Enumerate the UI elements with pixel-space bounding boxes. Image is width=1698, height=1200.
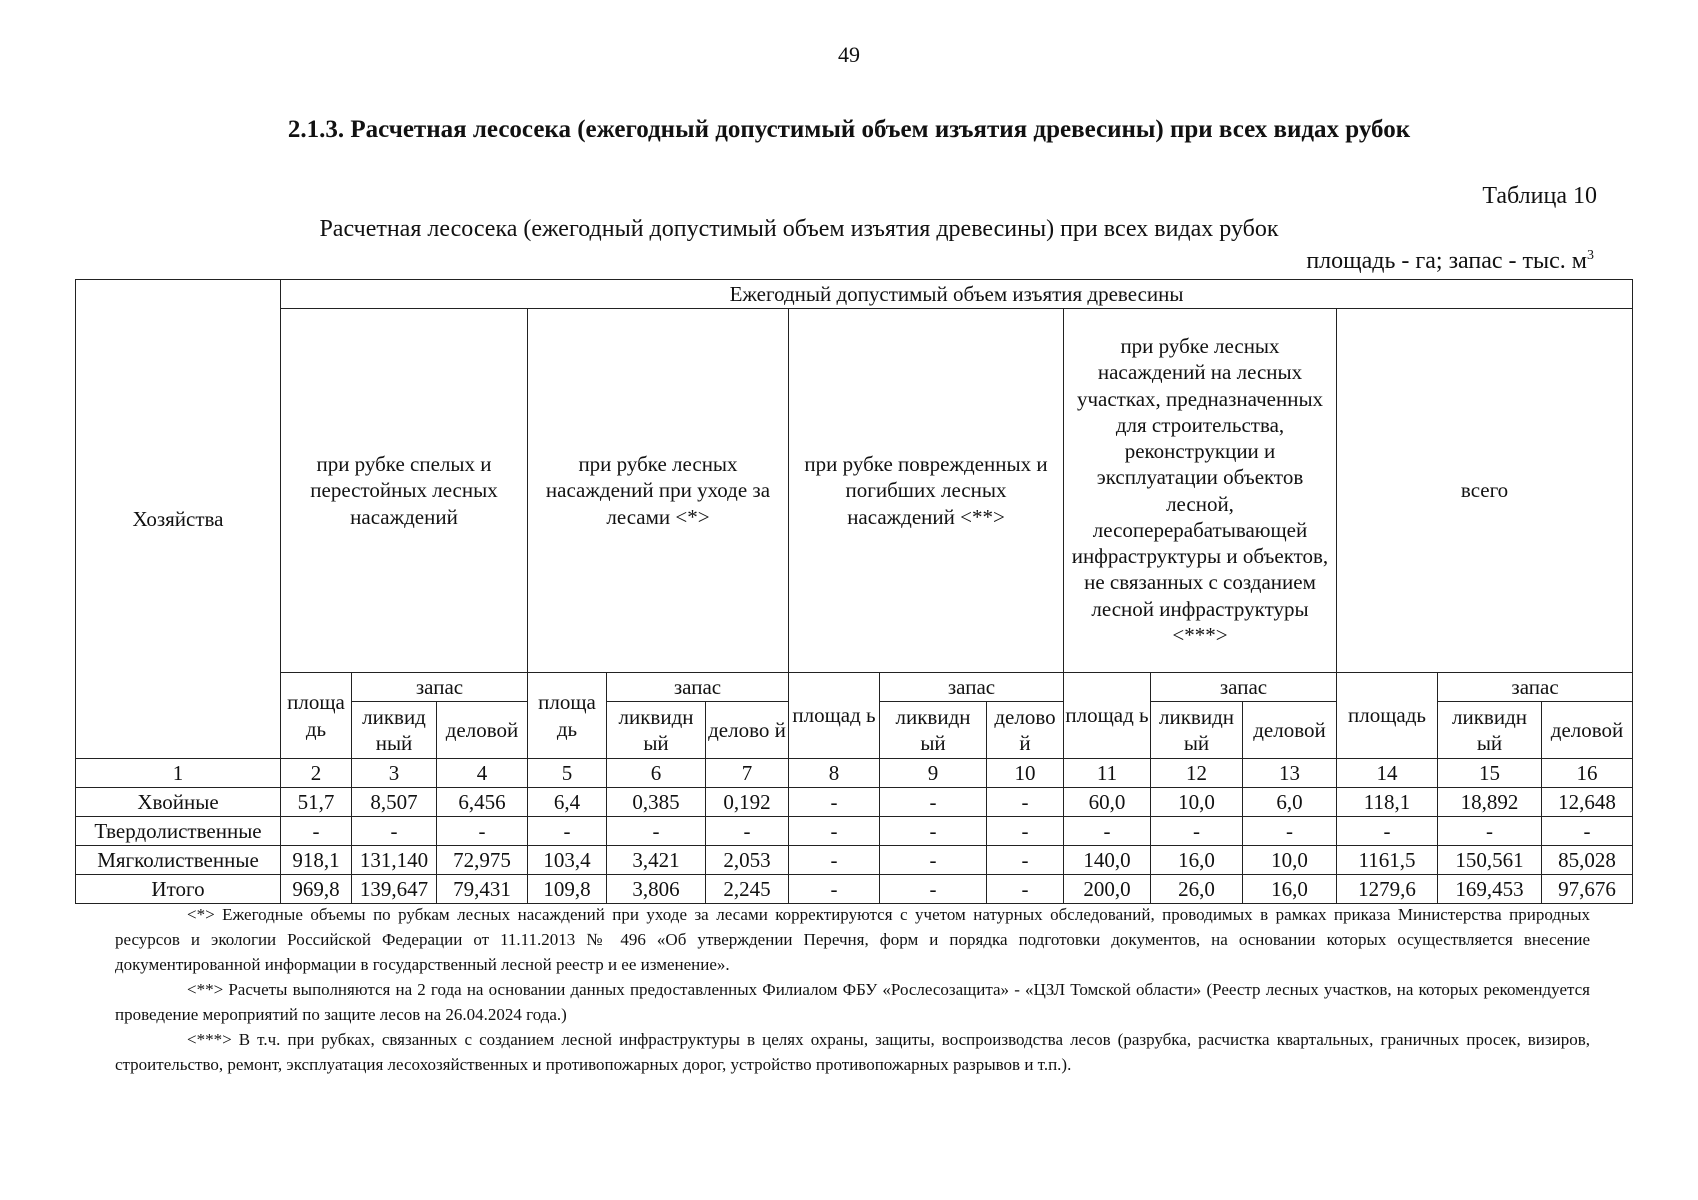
table-cell: 72,975 (437, 846, 528, 875)
table-cell: 18,892 (1438, 788, 1542, 817)
table-cell: 0,192 (706, 788, 789, 817)
table-row (76, 817, 1633, 846)
table-cell: - (789, 788, 880, 817)
table-cell: - (789, 817, 880, 846)
header-group-construction: при рубке лесных насаждений на лесных участках, предназначенных для строительства, реконструкции и эксплуатации объектов лесной, лесоперерабатывающей инфраструктуры и объектов, не связанных с созданием лесной инфраструктуры <***> (1064, 309, 1337, 673)
table-cell: 2,245 (706, 875, 789, 904)
table-cell: 169,453 (1438, 875, 1542, 904)
header-liquid: ликвидн ый (1151, 702, 1243, 759)
column-number: 3 (352, 759, 437, 788)
column-number: 6 (607, 759, 706, 788)
table-cell: - (706, 817, 789, 846)
table-cell: 26,0 (1151, 875, 1243, 904)
table-cell: - (1064, 817, 1151, 846)
column-number: 2 (281, 759, 352, 788)
table-cell: - (880, 817, 987, 846)
header-liquid: ликвидн ый (880, 702, 987, 759)
table-cell: 1279,6 (1337, 875, 1438, 904)
table-row (76, 875, 1633, 904)
column-number: 5 (528, 759, 607, 788)
header-stock: запас (352, 673, 528, 702)
table-cell: 109,8 (528, 875, 607, 904)
table-cell: 51,7 (281, 788, 352, 817)
units-text: площадь - га; запас - тыс. м (1306, 248, 1587, 274)
units-note (1306, 248, 1594, 275)
table-cell: 103,4 (528, 846, 607, 875)
table-cell: 10,0 (1243, 846, 1337, 875)
table-cell: 10,0 (1151, 788, 1243, 817)
table-cell: 969,8 (281, 875, 352, 904)
column-number: 16 (1542, 759, 1633, 788)
table-row (76, 788, 1633, 817)
column-number: 4 (437, 759, 528, 788)
section-title: 2.1.3. Расчетная лесосека (ежегодный допустимый объем изъятия древесины) при всех видах рубок (287, 116, 1411, 143)
table-cell: - (352, 817, 437, 846)
column-number: 1 (76, 759, 281, 788)
table-cell: 6,0 (1243, 788, 1337, 817)
header-area: площад ь (789, 673, 880, 759)
table-cell: 2,053 (706, 846, 789, 875)
header-area: площа дь (528, 673, 607, 759)
header-farms: Хозяйства (76, 280, 281, 759)
table-cell: 1161,5 (1337, 846, 1438, 875)
table-cell: - (987, 875, 1064, 904)
column-number-row (76, 759, 1633, 788)
column-number: 13 (1243, 759, 1337, 788)
table-cell: 0,385 (607, 788, 706, 817)
table-cell: 3,421 (607, 846, 706, 875)
table-cell: - (528, 817, 607, 846)
column-number: 11 (1064, 759, 1151, 788)
header-group-total: всего (1337, 309, 1633, 673)
timber-harvest-table (75, 279, 1633, 904)
table-cell: - (880, 788, 987, 817)
column-number: 8 (789, 759, 880, 788)
table-cell: - (987, 788, 1064, 817)
footnotes (115, 902, 1590, 1077)
header-liquid: ликвид ный (352, 702, 437, 759)
column-number: 7 (706, 759, 789, 788)
footnote: <*> Ежегодные объемы по рубкам лесных насаждений при уходе за лесами корректируются с учетом натурных обследований, проводимых в рамках приказа Министерства природных ресурсов и экологии Российской Федерации от 11.11.2013 № 496 «Об утверждении Перечня, форм и порядка подготовки документов, на основании которых осуществляется внесение документированной информации в государственный лесной реестр и ее изменение». (115, 905, 1590, 974)
table-cell: 8,507 (352, 788, 437, 817)
table-cell: - (1542, 817, 1633, 846)
table-cell: 85,028 (1542, 846, 1633, 875)
table-cell: - (1337, 817, 1438, 846)
table-cell: - (987, 846, 1064, 875)
table-cell: - (281, 817, 352, 846)
footnote: <**> Расчеты выполняются на 2 года на основании данных предоставленных Филиалом ФБУ «Рослесозащита» - «ЦЗЛ Томской области» (Реестр лесных участков, на которых рекомендуется проведение мероприятий по защите лесов на 26.04.2024 года.) (115, 980, 1590, 1024)
table-cell: - (1438, 817, 1542, 846)
table-cell: - (880, 846, 987, 875)
page-number: 49 (838, 42, 860, 67)
table-cell: 97,676 (1542, 875, 1633, 904)
column-number: 10 (987, 759, 1064, 788)
table-cell: - (789, 846, 880, 875)
table-cell: - (789, 875, 880, 904)
row-name: Хвойные (76, 788, 281, 817)
footnote: <***> В т.ч. при рубках, связанных с созданием лесной инфраструктуры в целях охраны, защиты, воспроизводства лесов (разрубка, расчистка квартальных, граничных просек, визиров, строительство, ремонт, эксплуатация лесохозяйственных и противопожарных дорог, устройство противопожарных разрывов и т.п.). (115, 1030, 1590, 1074)
column-number: 14 (1337, 759, 1438, 788)
header-business: деловой (1243, 702, 1337, 759)
table-cell: - (1243, 817, 1337, 846)
table-cell: - (987, 817, 1064, 846)
table-cell: 150,561 (1438, 846, 1542, 875)
table-cell: - (607, 817, 706, 846)
table-cell: 16,0 (1151, 846, 1243, 875)
header-business: деловой (437, 702, 528, 759)
table-row (76, 846, 1633, 875)
header-liquid: ликвидн ый (607, 702, 706, 759)
header-annual-volume: Ежегодный допустимый объем изъятия древесины (281, 280, 1633, 309)
header-area: площа дь (281, 673, 352, 759)
table-cell: 200,0 (1064, 875, 1151, 904)
header-business: делово й (987, 702, 1064, 759)
header-business: делово й (706, 702, 789, 759)
table-cell: 3,806 (607, 875, 706, 904)
header-stock: запас (607, 673, 789, 702)
header-liquid: ликвидн ый (1438, 702, 1542, 759)
table-cell: - (437, 817, 528, 846)
table-cell: - (880, 875, 987, 904)
table-cell: 918,1 (281, 846, 352, 875)
header-group-damaged: при рубке поврежденных и погибших лесных насаждений <**> (789, 309, 1064, 673)
column-number: 9 (880, 759, 987, 788)
table-cell: - (1151, 817, 1243, 846)
header-stock: запас (1438, 673, 1633, 702)
row-name: Мягколиственные (76, 846, 281, 875)
header-stock: запас (1151, 673, 1337, 702)
header-business: деловой (1542, 702, 1633, 759)
header-group-mature: при рубке спелых и перестойных лесных насаждений (281, 309, 528, 673)
row-name: Итого (76, 875, 281, 904)
table-cell: 12,648 (1542, 788, 1633, 817)
table-cell: 118,1 (1337, 788, 1438, 817)
table-cell: 16,0 (1243, 875, 1337, 904)
table-cell: 140,0 (1064, 846, 1151, 875)
row-name: Твердолиственные (76, 817, 281, 846)
table-cell: 6,456 (437, 788, 528, 817)
table-caption: Таблица 10 (1482, 183, 1597, 209)
units-sup: 3 (1587, 248, 1594, 263)
header-area: площад ь (1064, 673, 1151, 759)
column-number: 15 (1438, 759, 1542, 788)
table-cell: 131,140 (352, 846, 437, 875)
table-cell: 79,431 (437, 875, 528, 904)
header-group-care: при рубке лесных насаждений при уходе за лесами <*> (528, 309, 789, 673)
column-number: 12 (1151, 759, 1243, 788)
header-stock: запас (880, 673, 1064, 702)
table-title: Расчетная лесосека (ежегодный допустимый объем изъятия древесины) при всех видах рубок (319, 216, 1279, 242)
table-cell: 6,4 (528, 788, 607, 817)
table-cell: 139,647 (352, 875, 437, 904)
table-cell: 60,0 (1064, 788, 1151, 817)
header-area: площадь (1337, 673, 1438, 759)
